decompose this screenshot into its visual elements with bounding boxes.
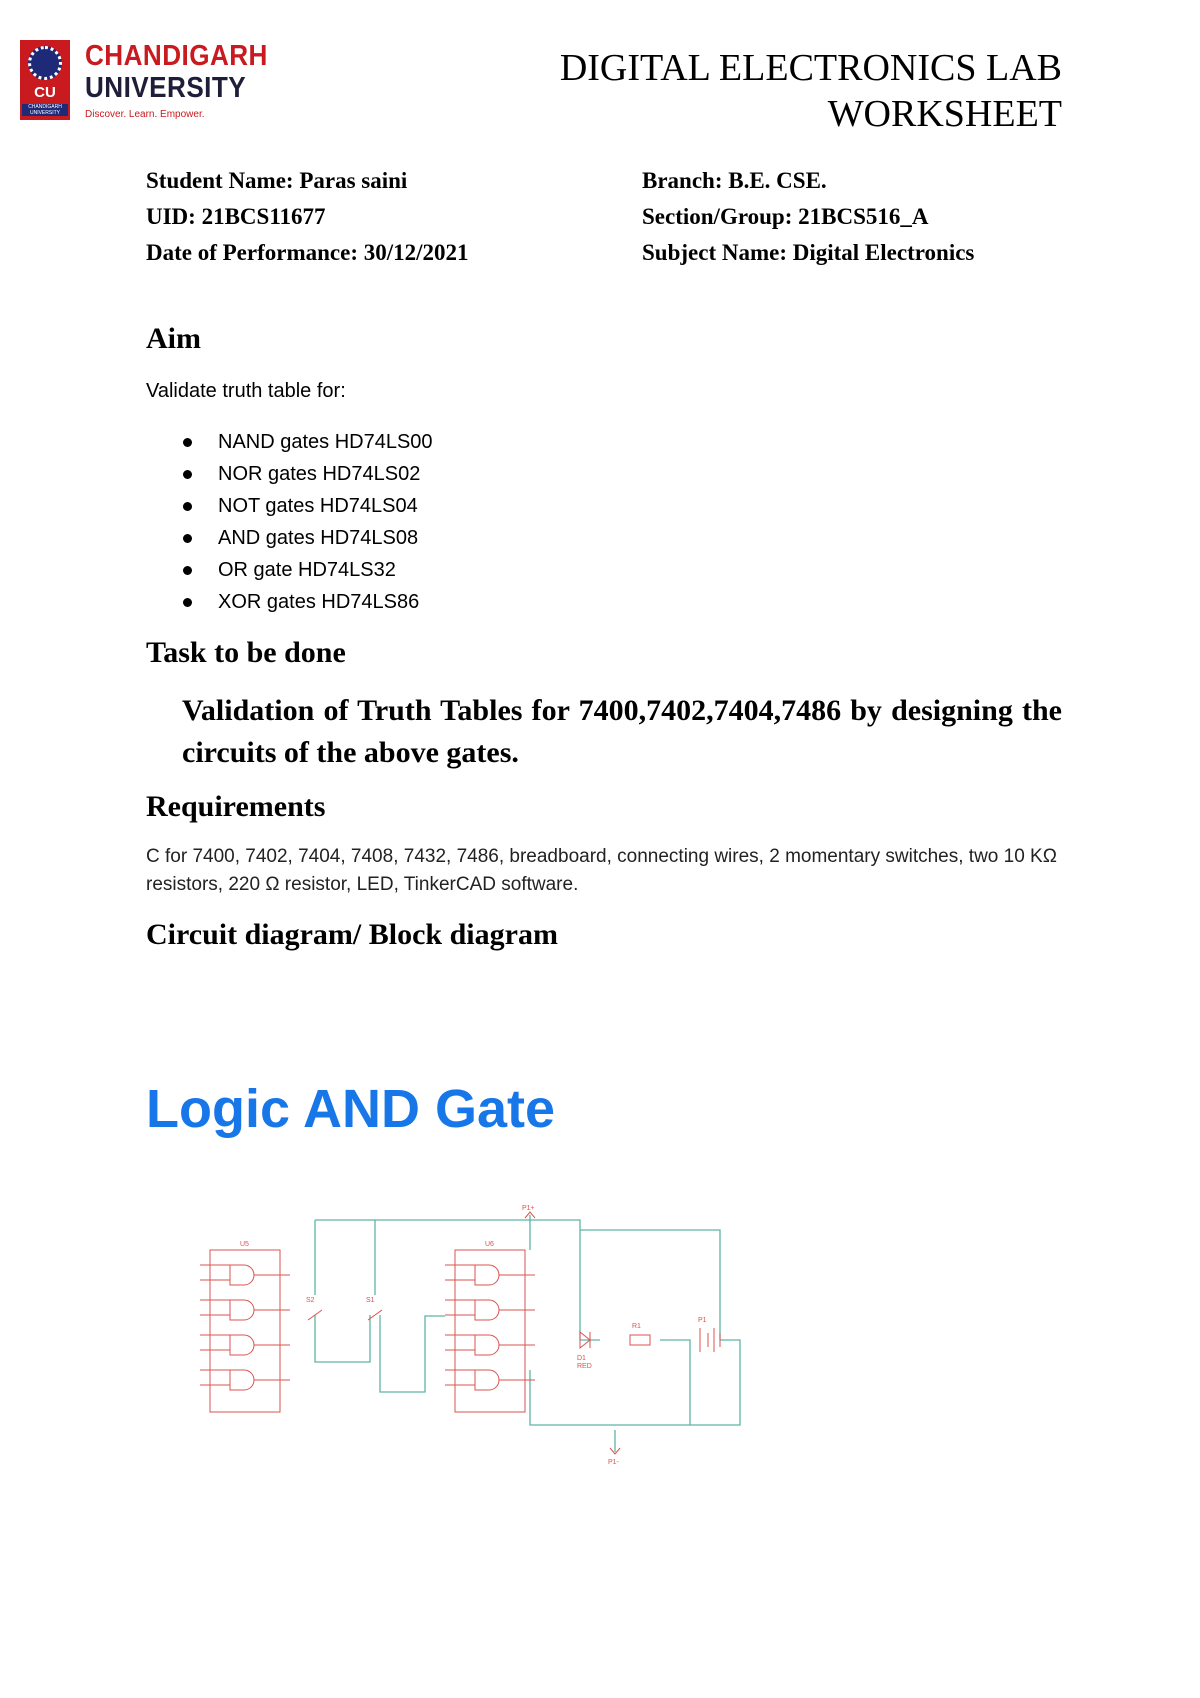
list-item-text: AND gates HD74LS08 xyxy=(218,527,419,549)
bullet-icon xyxy=(183,566,192,575)
task-heading: Task to be done xyxy=(146,636,346,669)
gate-list xyxy=(180,426,433,618)
label-u6: U6 xyxy=(485,1241,494,1248)
list-item-text: NAND gates HD74LS00 xyxy=(218,431,433,453)
student-info-right xyxy=(642,163,974,271)
list-item xyxy=(180,490,433,522)
list-item xyxy=(180,522,433,554)
bullet-icon xyxy=(183,502,192,511)
gates-u6 xyxy=(475,1265,499,1390)
logo-name-line1: CHANDIGARH xyxy=(85,40,268,72)
bullet-icon xyxy=(183,598,192,607)
student-info-left xyxy=(146,163,469,271)
list-item xyxy=(180,554,433,586)
aim-intro: Validate truth table for: xyxy=(146,380,346,402)
schematic-components xyxy=(200,1212,720,1454)
bullet-icon xyxy=(183,470,192,479)
logo-tagline: Discover. Learn. Empower. xyxy=(85,109,205,120)
label-r1: R1 xyxy=(632,1323,641,1330)
title-line-2: WORKSHEET xyxy=(827,93,1062,135)
branch: Branch: B.E. CSE. xyxy=(642,168,827,193)
date-of-performance: Date of Performance: 30/12/2021 xyxy=(146,240,469,265)
list-item-text: XOR gates HD74LS86 xyxy=(218,591,420,613)
list-item-text: OR gate HD74LS32 xyxy=(218,559,396,581)
chip-u6 xyxy=(455,1250,525,1412)
requirements-heading: Requirements xyxy=(146,790,326,823)
pins-u5 xyxy=(200,1265,290,1385)
student-name: Student Name: Paras saini xyxy=(146,168,408,193)
task-text: Validation of Truth Tables for 7400,7402,7404,7486 by designing the circuits of the above gates. xyxy=(182,694,1062,769)
label-u5: U5 xyxy=(240,1241,249,1248)
logo-emblem-icon xyxy=(20,40,70,120)
subject-name: Subject Name: Digital Electronics xyxy=(642,240,975,265)
chip-u5 xyxy=(210,1250,280,1412)
and-gate-schematic xyxy=(200,1205,800,1480)
list-item xyxy=(180,458,433,490)
bullet-icon xyxy=(183,438,192,447)
switches xyxy=(308,1310,382,1320)
list-item-text: NOR gates HD74LS02 xyxy=(218,463,421,485)
student-uid: UID: 21BCS11677 xyxy=(146,204,326,229)
power-arrows-icon xyxy=(525,1212,620,1454)
worksheet-title xyxy=(560,45,1062,137)
label-s2: S2 xyxy=(306,1297,315,1304)
title-line-1: DIGITAL ELECTRONICS LAB xyxy=(559,47,1062,89)
bullet-icon xyxy=(183,534,192,543)
gear-emblem-icon xyxy=(28,46,62,80)
section-group: Section/Group: 21BCS516_A xyxy=(642,204,929,229)
university-logo xyxy=(20,40,268,120)
label-vminus: P1- xyxy=(608,1459,619,1466)
requirements-text: C for 7400, 7402, 7404, 7408, 7432, 7486, breadboard, connecting wires, 2 momentary switches, two 10 KΩ resistors, 220 Ω resistor, LED, TinkerCAD software. xyxy=(146,846,1057,895)
list-item xyxy=(180,586,433,618)
resistor-icon xyxy=(630,1335,650,1345)
logo-mark-text: CU xyxy=(34,84,56,101)
logo-name-line2: UNIVERSITY xyxy=(85,72,247,104)
label-p1: P1 xyxy=(698,1317,707,1324)
list-item-text: NOT gates HD74LS04 xyxy=(218,495,418,517)
circuit-heading: Circuit diagram/ Block diagram xyxy=(146,918,558,951)
aim-heading: Aim xyxy=(146,322,201,355)
label-d1-red: RED xyxy=(577,1363,592,1370)
schematic-wires xyxy=(315,1215,740,1452)
label-d1: D1 xyxy=(577,1355,586,1362)
label-vplus: P1+ xyxy=(522,1205,535,1212)
battery-icon xyxy=(700,1328,720,1352)
pins-u6 xyxy=(445,1265,535,1385)
logo-mark-subtext: CHANDIGARH UNIVERSITY xyxy=(22,104,68,116)
label-s1: S1 xyxy=(366,1297,375,1304)
list-item xyxy=(180,426,433,458)
gates-u5 xyxy=(230,1265,254,1390)
logic-and-gate-title: Logic AND Gate xyxy=(146,1079,556,1139)
